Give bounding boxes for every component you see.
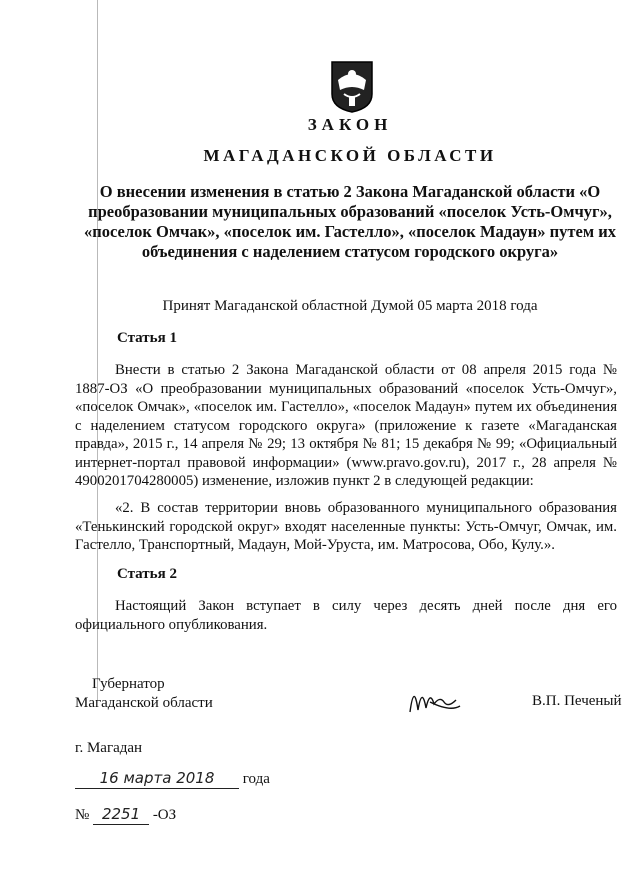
signing-date-suffix: года <box>242 771 270 787</box>
signing-date-line <box>75 769 270 789</box>
article-2-text <box>75 597 617 634</box>
article-1-quote <box>75 499 617 555</box>
signatory-title-line1: Губернатор <box>92 676 165 692</box>
signatory-name: В.П. Печеный <box>532 693 622 709</box>
signing-date-handwritten: 16 марта 2018 <box>75 769 239 789</box>
law-number-handwritten: 2251 <box>93 805 149 825</box>
law-number-line <box>75 805 176 825</box>
scan-margin-line <box>97 0 98 700</box>
article-1-body: Внести в статью 2 Закона Магаданской области от 08 апреля 2015 года № 1887-ОЗ «О преобразовании муниципальных образований «поселок Усть-Омчуг», «поселок Омчак», «поселок им. Гастелло», «поселок Мадаун» путем их объединения с наделением статусом городского округа» (приложение к газете «Магаданская правда», 2015 г., 14 апреля № 29; 13 октября № 81; 15 декабря № 99; «Официальный интернет-портал правовой информации» (www.pravo.gov.ru), 2017 г., 28 апреля № 4900201704280005) изменение, изложив пункт 2 в следующей редакции: <box>75 362 617 489</box>
adoption-note: Принят Магаданской областной Думой 05 марта 2018 года <box>162 298 538 314</box>
handwritten-signature-icon <box>400 672 470 722</box>
coat-of-arms-icon <box>330 60 374 114</box>
article-1-quote-body: «2. В состав территории вновь образованного муниципального образования «Тенькинский городской округ» входят населенные пункты: Усть-Омчуг, Омчак, им. Гастелло, Транспортный, Мадаун, Мой-Уруста, им. Матросова, Обо, Кулу.». <box>75 500 617 553</box>
article-2-body: Настоящий Закон вступает в силу через десять дней после дня его официального опубликования. <box>75 598 617 633</box>
law-number-prefix: № <box>75 807 90 823</box>
signatory-title-line2: Магаданской области <box>75 695 213 711</box>
article-1-heading: Статья 1 <box>117 330 177 346</box>
article-2-heading: Статья 2 <box>117 566 177 582</box>
article-1-text <box>75 361 617 491</box>
law-title: О внесении изменения в статью 2 Закона Магаданской области «О преобразовании муниципальных образований «поселок Усть-Омчуг», «поселок Омчак», «поселок им. Гастелло», «поселок Мадаун» путем их объединения с наделением статусом городского округа» <box>84 182 616 261</box>
issuing-region: МАГАДАНСКОЙ ОБЛАСТИ <box>203 146 497 165</box>
law-number-suffix: -ОЗ <box>152 807 177 823</box>
document-type: ЗАКОН <box>307 115 393 134</box>
city: г. Магадан <box>75 740 143 756</box>
